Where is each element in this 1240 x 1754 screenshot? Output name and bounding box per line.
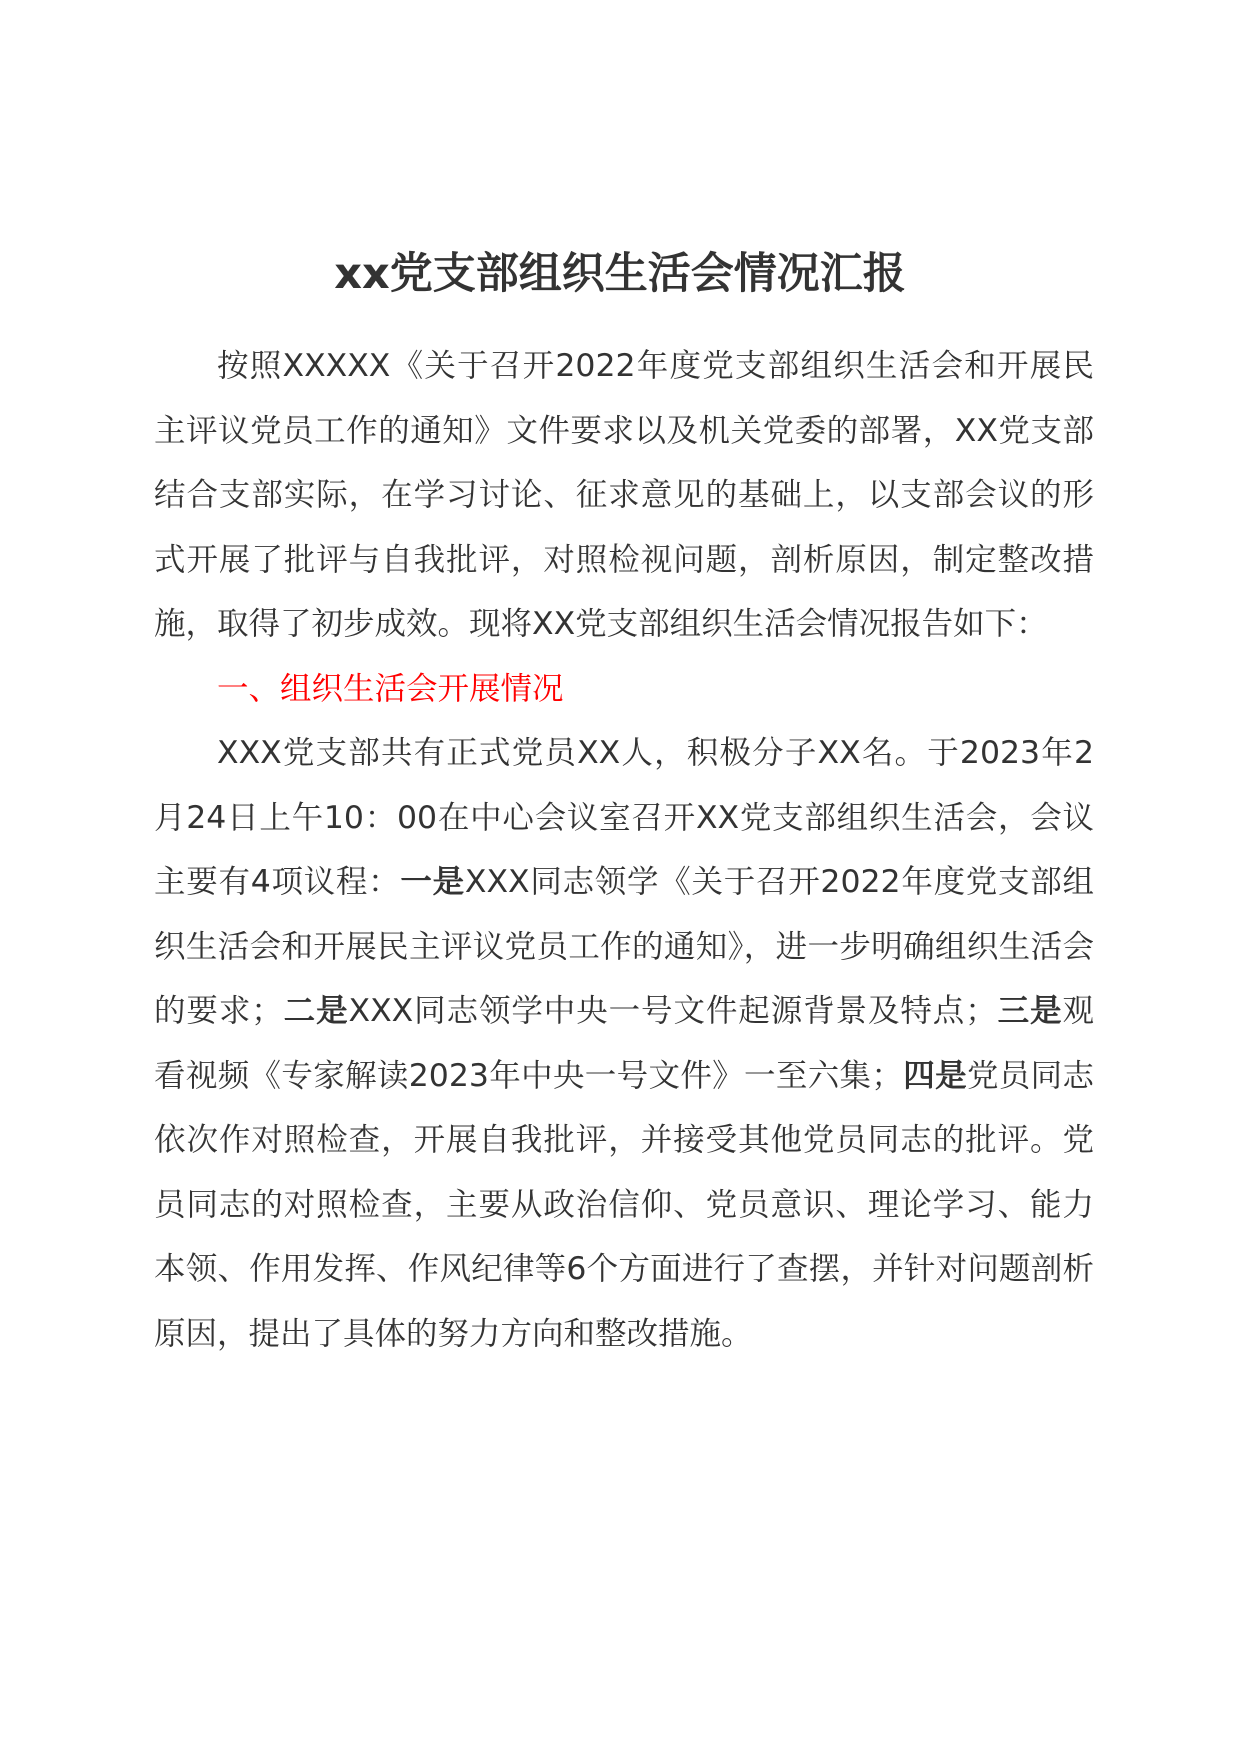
- agenda-item-3: 观看视频《专家解读2023年中央一号文件》一至六集；: [154, 993, 1094, 1094]
- agenda-item-4: 党员同志依次作对照检查，开展自我批评，并接受其他党员同志的批评。党员同志的对照检查，主要从政治信仰、党员意识、理论学习、能力本领、作用发挥、作风纪律等6个方面进行了查摆，并针对问题剖析原因，提出了具体的努力方向和整改措施。: [154, 1057, 1094, 1352]
- document-body: [154, 334, 1094, 1366]
- agenda-marker-2: 二是: [282, 993, 349, 1029]
- agenda-item-2: XXX同志领学中央一号文件起源背景及特点；: [348, 993, 997, 1029]
- intro-paragraph: 按照XXXXX《关于召开2022年度党支部组织生活会和开展民主评议党员工作的通知》文件要求以及机关党委的部署，XX党支部结合支部实际，在学习讨论、征求意见的基础上，以支部会议的形式开展了批评与自我批评，对照检视问题，剖析原因，制定整改措施，取得了初步成效。现将XX党支部组织生活会情况报告如下：: [154, 348, 1094, 642]
- agenda-item-1: XXX同志领学《关于召开2022年度党支部组织生活会和开展民主评议党员工作的通知》，进一步明确组织生活会的要求；: [154, 864, 1094, 1029]
- agenda-marker-4: 四是: [902, 1057, 967, 1094]
- meeting-intro-text: XXX党支部共有正式党员XX人，积极分子XX名。于2023年2月24日上午10：00在中心会议室召开XX党支部组织生活会，会议主要有4项议程：: [154, 735, 1094, 900]
- agenda-marker-3: 三是: [996, 993, 1063, 1029]
- document-title: xx党支部组织生活会情况汇报: [334, 249, 906, 299]
- section-heading: 一、组织生活会开展情况: [217, 670, 564, 707]
- agenda-marker-1: 一是: [400, 864, 465, 900]
- meeting-paragraph: [154, 721, 1094, 1366]
